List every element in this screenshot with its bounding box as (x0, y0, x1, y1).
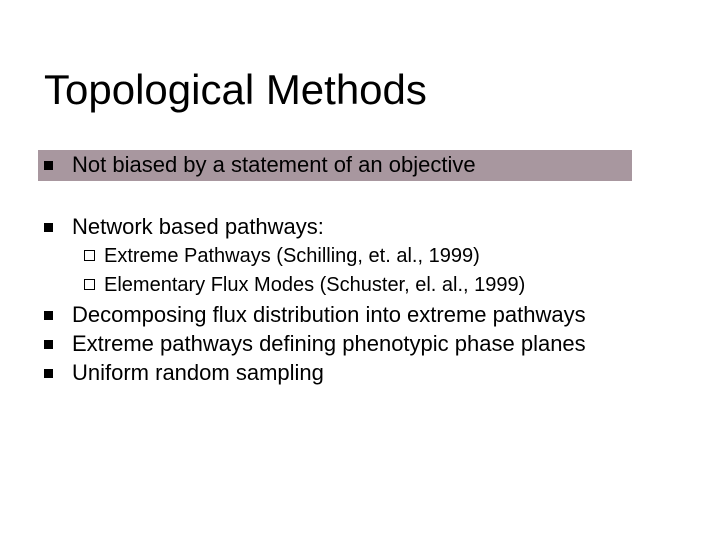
sub-bullet-text: Extreme Pathways (Schilling, et. al., 1999) (104, 245, 480, 267)
checkbox-bullet-icon (84, 250, 95, 261)
bullet-text: Network based pathways: (72, 214, 324, 239)
square-bullet-icon (44, 223, 53, 232)
square-bullet-icon (44, 340, 53, 349)
bullet-text: Extreme pathways defining phenotypic phase planes (72, 331, 586, 356)
bullet-text: Decomposing flux distribution into extreme pathways (72, 302, 586, 327)
square-bullet-icon (44, 311, 53, 320)
checkbox-bullet-icon (84, 279, 95, 290)
bullet-text: Uniform random sampling (72, 360, 324, 385)
bullet-text: Not biased by a statement of an objective (72, 152, 476, 177)
square-bullet-icon (44, 161, 53, 170)
square-bullet-icon (44, 369, 53, 378)
slide-title: Topological Methods (44, 66, 427, 113)
sub-bullet-text: Elementary Flux Modes (Schuster, el. al., 1999) (104, 274, 526, 296)
